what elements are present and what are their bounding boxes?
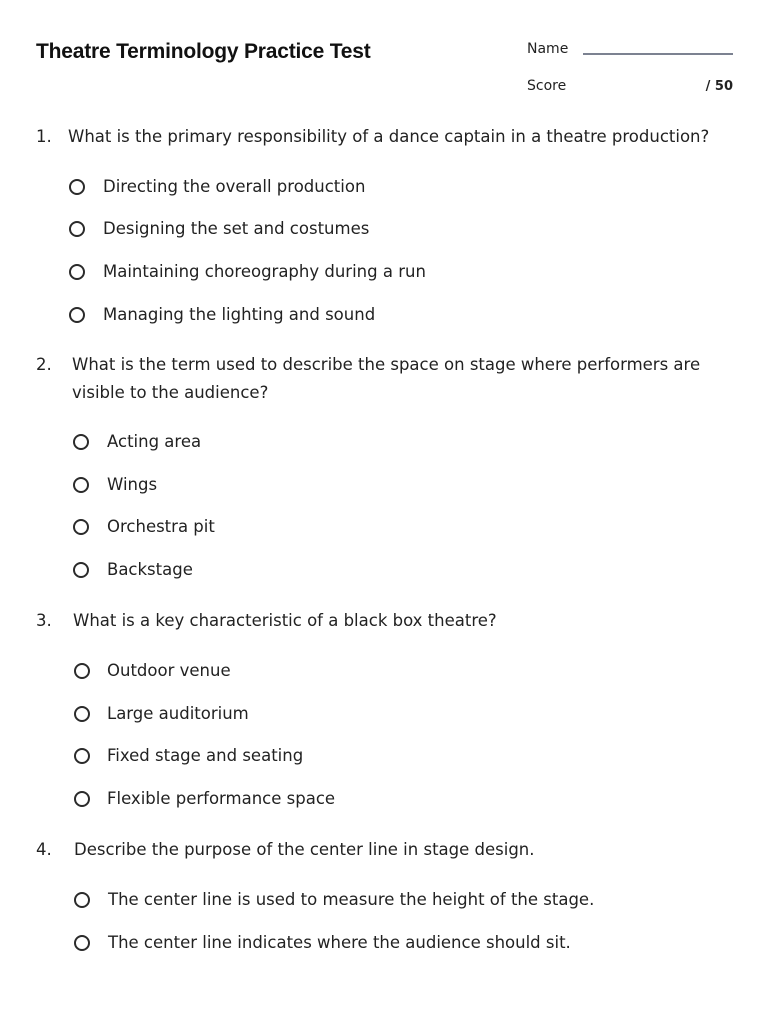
radio-button[interactable]: [74, 706, 90, 722]
question-number: 4.: [36, 840, 52, 859]
option-label: Large auditorium: [107, 704, 249, 723]
question-text: What is the primary responsibility of a dance captain in a theatre production?: [68, 127, 710, 146]
radio-button[interactable]: [73, 434, 89, 450]
question-text: What is the term used to describe the space on stage where performers are visible to the audience?: [72, 355, 701, 402]
radio-button[interactable]: [74, 791, 90, 807]
answer-option[interactable]: [0, 258, 768, 288]
question-number: 1.: [36, 127, 52, 146]
option-label: Fixed stage and seating: [107, 746, 304, 765]
answer-option[interactable]: [0, 215, 768, 245]
radio-button[interactable]: [74, 892, 90, 908]
radio-button[interactable]: [73, 477, 89, 493]
answer-option[interactable]: [0, 742, 768, 772]
answer-option[interactable]: [0, 700, 768, 730]
option-label: Backstage: [107, 560, 193, 579]
option-label: Wings: [107, 475, 158, 494]
answer-option[interactable]: [0, 785, 768, 815]
answer-option[interactable]: [0, 173, 768, 203]
score-label: Score: [527, 78, 567, 94]
name-field[interactable]: [583, 53, 733, 55]
answer-option[interactable]: [0, 929, 768, 959]
radio-button[interactable]: [73, 562, 89, 578]
radio-button[interactable]: [73, 519, 89, 535]
option-label: Directing the overall production: [103, 177, 366, 196]
question-text: Describe the purpose of the center line in stage design.: [74, 840, 535, 859]
answer-option[interactable]: [0, 556, 768, 586]
question-number: 3.: [36, 611, 52, 630]
page-title: Theatre Terminology Practice Test: [36, 40, 371, 63]
option-label: Flexible performance space: [107, 789, 336, 808]
question-text: What is a key characteristic of a black box theatre?: [73, 611, 497, 630]
option-label: Acting area: [107, 432, 202, 451]
radio-button[interactable]: [74, 748, 90, 764]
radio-button[interactable]: [69, 179, 85, 195]
option-label: The center line indicates where the audience should sit.: [108, 933, 571, 952]
option-label: Maintaining choreography during a run: [103, 262, 426, 281]
option-label: Designing the set and costumes: [103, 219, 370, 238]
option-label: Managing the lighting and sound: [103, 305, 376, 324]
score-total: / 50: [705, 79, 733, 94]
option-label: The center line is used to measure the height of the stage.: [108, 890, 595, 909]
option-label: Outdoor venue: [107, 661, 231, 680]
answer-option[interactable]: [0, 513, 768, 543]
answer-option[interactable]: [0, 428, 768, 458]
answer-option[interactable]: [0, 657, 768, 687]
answer-option[interactable]: [0, 301, 768, 331]
answer-option[interactable]: [0, 886, 768, 916]
radio-button[interactable]: [69, 264, 85, 280]
option-label: Orchestra pit: [107, 517, 215, 536]
question-number: 2.: [36, 355, 52, 374]
name-label: Name: [527, 41, 569, 57]
radio-button[interactable]: [74, 935, 90, 951]
test-header: [0, 0, 768, 110]
answer-option[interactable]: [0, 471, 768, 501]
radio-button[interactable]: [69, 221, 85, 237]
radio-button[interactable]: [74, 663, 90, 679]
radio-button[interactable]: [69, 307, 85, 323]
